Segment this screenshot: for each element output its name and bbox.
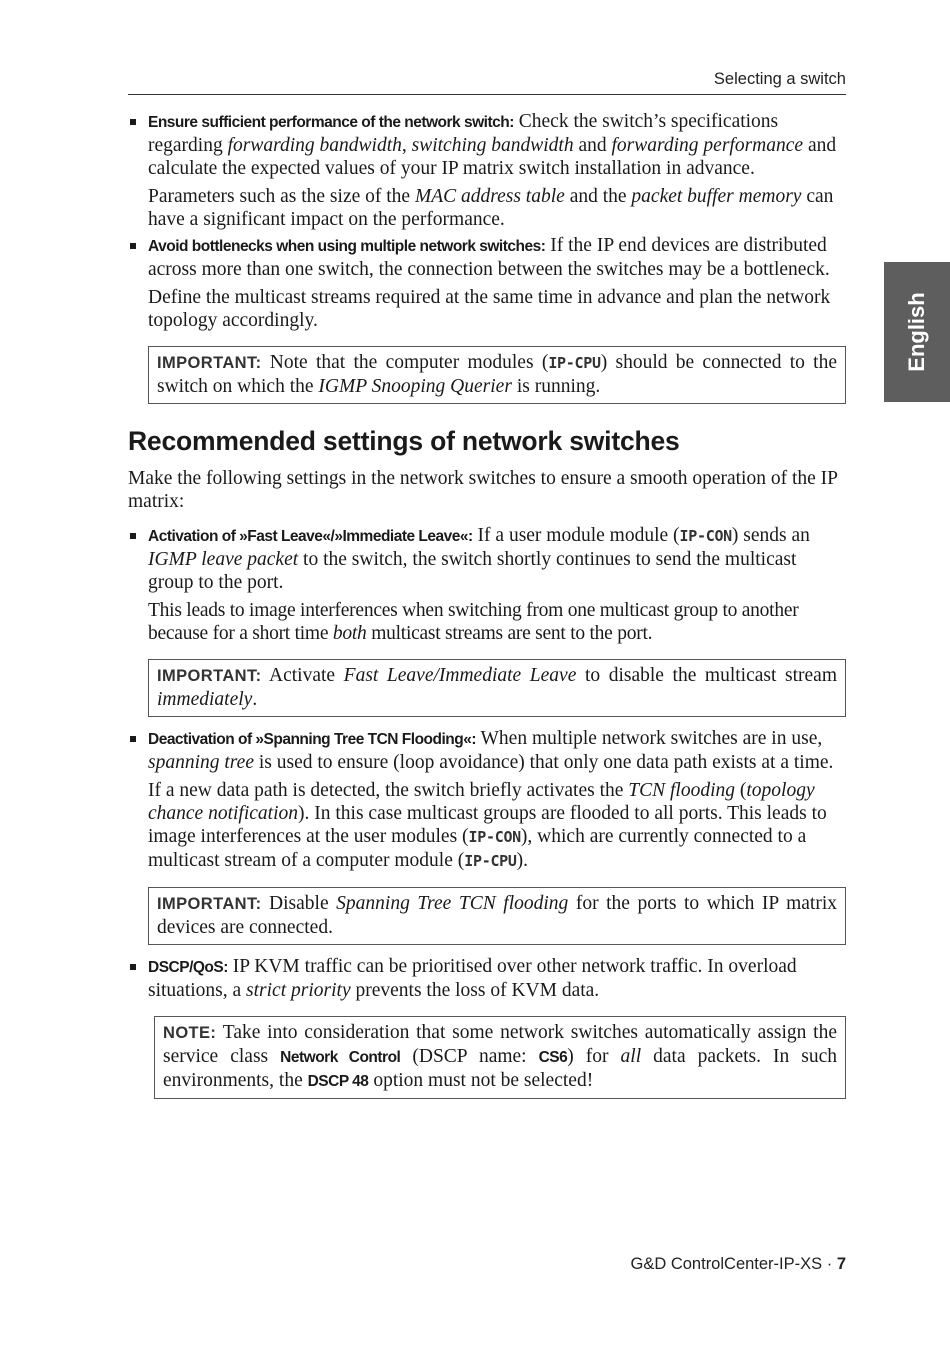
important-box: IMPORTANT: Activate Fast Leave/Immediate Leave to disable the multicast stream immediately.	[148, 659, 846, 717]
note-wrapper	[128, 1016, 846, 1099]
note-box: NOTE: Take into consideration that some network switches automatically assign the service class Network Control (DSCP name: CS6) for all data packets. In such environments, the DSCP 48 option must not be selected!	[154, 1016, 846, 1099]
important-box: IMPORTANT: Note that the computer modules (IP-CPU) should be connected to the switch on which the IGMP Snooping Querier is running.	[148, 346, 846, 404]
running-header: Selecting a switch	[713, 70, 846, 88]
bullet-lead: DSCP/QoS:	[148, 959, 228, 976]
bullet-performance	[128, 110, 846, 231]
footer-product: G&D ControlCenter-IP-XS ·	[630, 1255, 837, 1273]
paragraph: Activation of »Fast Leave«/»Immediate Leave«: If a user module module (IP-CON) sends an IGMP leave packet to the switch, the switch shortly continues to send the multicast group to the port.	[148, 525, 810, 593]
bullet-marker	[130, 119, 136, 125]
bullet-lead: Ensure sufficient performance of the network switch:	[148, 114, 514, 131]
language-tab	[884, 262, 950, 402]
dscp-name: CS6	[538, 1049, 568, 1066]
paragraph: Define the multicast streams required at the same time in advance and plan the network topology accordingly.	[148, 287, 831, 331]
module-code: IP-CPU	[464, 852, 517, 870]
paragraph: Avoid bottlenecks when using multiple network switches: If the IP end devices are distributed across more than one switch, the connection between the switches may be a bottleneck.	[148, 235, 830, 280]
important-box: IMPORTANT: Disable Spanning Tree TCN flooding for the ports to which IP matrix devices are connected.	[148, 887, 846, 945]
paragraph: If a new data path is detected, the switch briefly activates the TCN flooding (topology chance notification). In this case multicast groups are flooded to all ports. This leads to image interferences at the user modules (IP-CON), which are currently connected to a multicast stream of a computer module (IP-CPU).	[148, 780, 827, 871]
header-rule	[128, 94, 846, 95]
paragraph: This leads to image interferences when switching from one multicast group to another because for a short time both multicast streams are sent to the port.	[148, 600, 799, 644]
important-wrapper	[128, 659, 846, 717]
bullet-lead: Avoid bottlenecks when using multiple network switches:	[148, 238, 546, 255]
important-wrapper	[128, 346, 846, 404]
bullet-lead: Deactivation of »Spanning Tree TCN Flooding«:	[148, 731, 476, 748]
module-code: IP-CON	[468, 828, 521, 846]
dscp-option: DSCP 48	[307, 1073, 369, 1090]
module-code: IP-CON	[679, 527, 732, 545]
paragraph: Deactivation of »Spanning Tree TCN Flooding«: When multiple network switches are in use, spanning tree is used to ensure (loop avoidance) that only one data path exists at a time.	[148, 728, 834, 773]
bullet-marker	[130, 964, 136, 970]
bullet-marker	[130, 736, 136, 742]
language-tab-label: English	[904, 292, 929, 372]
bullet-lead: Activation of »Fast Leave«/»Immediate Leave«:	[148, 528, 473, 545]
important-wrapper	[128, 887, 846, 945]
important-label: IMPORTANT:	[157, 895, 262, 913]
bullet-spanning-tree	[128, 727, 846, 873]
section-intro: Make the following settings in the network switches to ensure a smooth operation of the IP matrix:	[128, 468, 838, 512]
paragraph: Parameters such as the size of the MAC address table and the packet buffer memory can have a significant impact on the performance.	[148, 186, 834, 230]
section-heading: Recommended settings of network switches	[128, 426, 680, 456]
bullet-marker	[130, 243, 136, 249]
module-code: IP-CPU	[548, 354, 601, 372]
paragraph: Ensure sufficient performance of the network switch: Check the switch’s specifications regarding forwarding bandwidth, switching bandwidth and forwarding performance and calculate the expected values of your IP matrix switch installation in advance.	[148, 111, 837, 179]
page-footer	[631, 1255, 847, 1274]
note-label: NOTE:	[163, 1024, 217, 1042]
important-label: IMPORTANT:	[157, 667, 262, 685]
important-label: IMPORTANT:	[157, 354, 262, 372]
bullet-dscp-qos	[128, 955, 846, 1002]
page-number: 7	[836, 1255, 846, 1273]
bullet-marker	[130, 533, 136, 539]
paragraph: DSCP/QoS: IP KVM traffic can be prioritised over other network traffic. In overload situations, a strict priority prevents the loss of KVM data.	[148, 956, 797, 1001]
bullet-bottlenecks	[128, 234, 846, 332]
page-content	[128, 110, 846, 1099]
bullet-fast-leave	[128, 524, 846, 645]
service-class: Network Control	[280, 1049, 401, 1066]
